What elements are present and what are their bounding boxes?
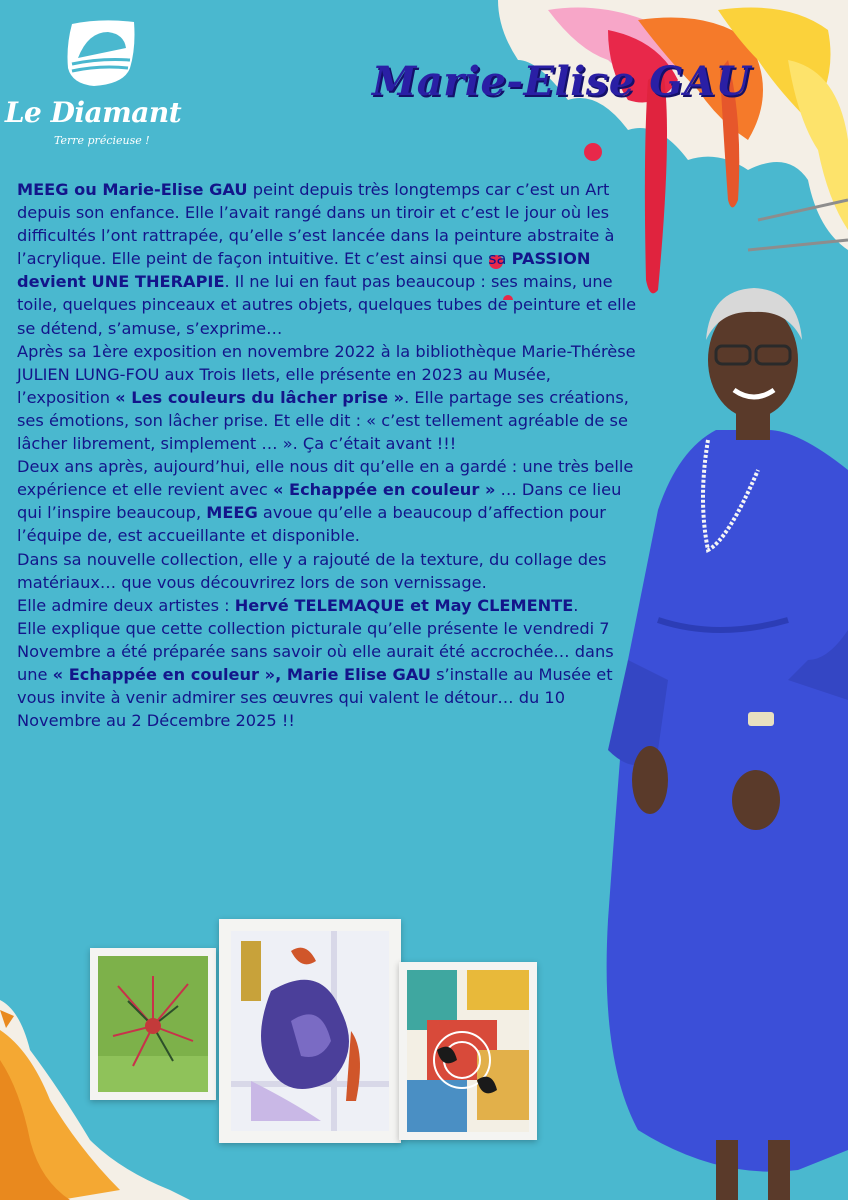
le-diamant-logo (4, 14, 182, 154)
artwork-3 (399, 962, 537, 1140)
paragraph (17, 455, 637, 547)
text-run: . (573, 595, 579, 615)
text-run: . Elle partage ses créations, ses émotions, son lâcher prise. Et elle dit : « c’est tellement agréable de se lâcher librement, simplement … ». Ça c’était avant !!! (17, 387, 629, 454)
text-run: avoue qu’elle a beaucoup d’affection pour l’équipe de, est accueillante et disponible. (17, 503, 606, 546)
article-body (17, 178, 637, 732)
logo-tagline: Terre précieuse ! (54, 134, 150, 147)
text-run: Dans sa nouvelle collection, elle y a rajouté de la texture, du collage des matériaux… que vous découvrirez lors de son vernissage. (17, 549, 607, 592)
artwork-1-painting (98, 956, 208, 1092)
text-run: Après sa 1ère exposition en novembre 2022 à la bibliothèque Marie-Thérèse JULIEN LUNG-FOU aux Trois Ilets, elle présente en 2023 au Musée, l’exposition (17, 341, 636, 407)
logo-name: Le Diamant (4, 96, 182, 129)
text-run: Elle explique que cette collection picturale qu’elle présente le vendredi 7 Novembre a été préparée sans savoir où elle aurait été accrochée… dans une (17, 618, 614, 684)
text-run: … Dans ce lieu qui l’inspire beaucoup, (17, 480, 622, 523)
bold-text: « Les couleurs du lâcher prise » (115, 387, 405, 407)
text-run: Deux ans après, aujourd’hui, elle nous dit qu’elle en a gardé : une très belle expérience et elle revient avec (17, 457, 634, 500)
page-title: Marie-Elise GAU (372, 58, 751, 105)
bold-text: MEEG (206, 503, 258, 523)
paragraph (17, 617, 637, 732)
text-run: Elle admire deux artistes : (17, 595, 235, 615)
artwork-1 (90, 948, 216, 1100)
paragraph (17, 340, 637, 455)
diamond-wave-logo-icon (64, 18, 138, 88)
bold-text: MEEG ou Marie-Elise GAU (17, 180, 248, 199)
bold-text: « Echappée en couleur », Marie Elise GAU (52, 664, 431, 684)
text-run: peint depuis très longtemps car c’est un Art depuis son enfance. Elle l’avait rangé dans un tiroir et c’est le jour où les difficultés l’ont rattrapée, qu’elle s’est lancée dans la peinture abstraite à l’acrylique. Elle peint de façon intuitive. Et c’est ainsi que sa (17, 180, 615, 269)
artwork-2 (219, 919, 401, 1143)
bold-text: PASSION devient UNE THERAPIE (17, 249, 591, 292)
text-run: . Il ne lui en faut pas beaucoup : ses mains, une toile, quelques pinceaux et autres objets, quelques tubes de peinture et elle se détend, s’amuse, s’exprime… (17, 272, 637, 338)
artist-portrait (598, 280, 848, 1200)
artwork-3-painting (407, 970, 529, 1132)
paragraph (17, 594, 637, 617)
artwork-2-painting (231, 931, 389, 1131)
paragraph (17, 548, 637, 594)
text-run: s’installe au Musée et vous invite à venir admirer ses œuvres qui valent le détour… du 10 Novembre au 2 Décembre 2025 !! (17, 664, 613, 731)
paragraph (17, 178, 637, 340)
bold-text: « Echappée en couleur » (272, 480, 496, 500)
bold-text: Hervé TELEMAQUE et May CLEMENTE (234, 595, 574, 615)
